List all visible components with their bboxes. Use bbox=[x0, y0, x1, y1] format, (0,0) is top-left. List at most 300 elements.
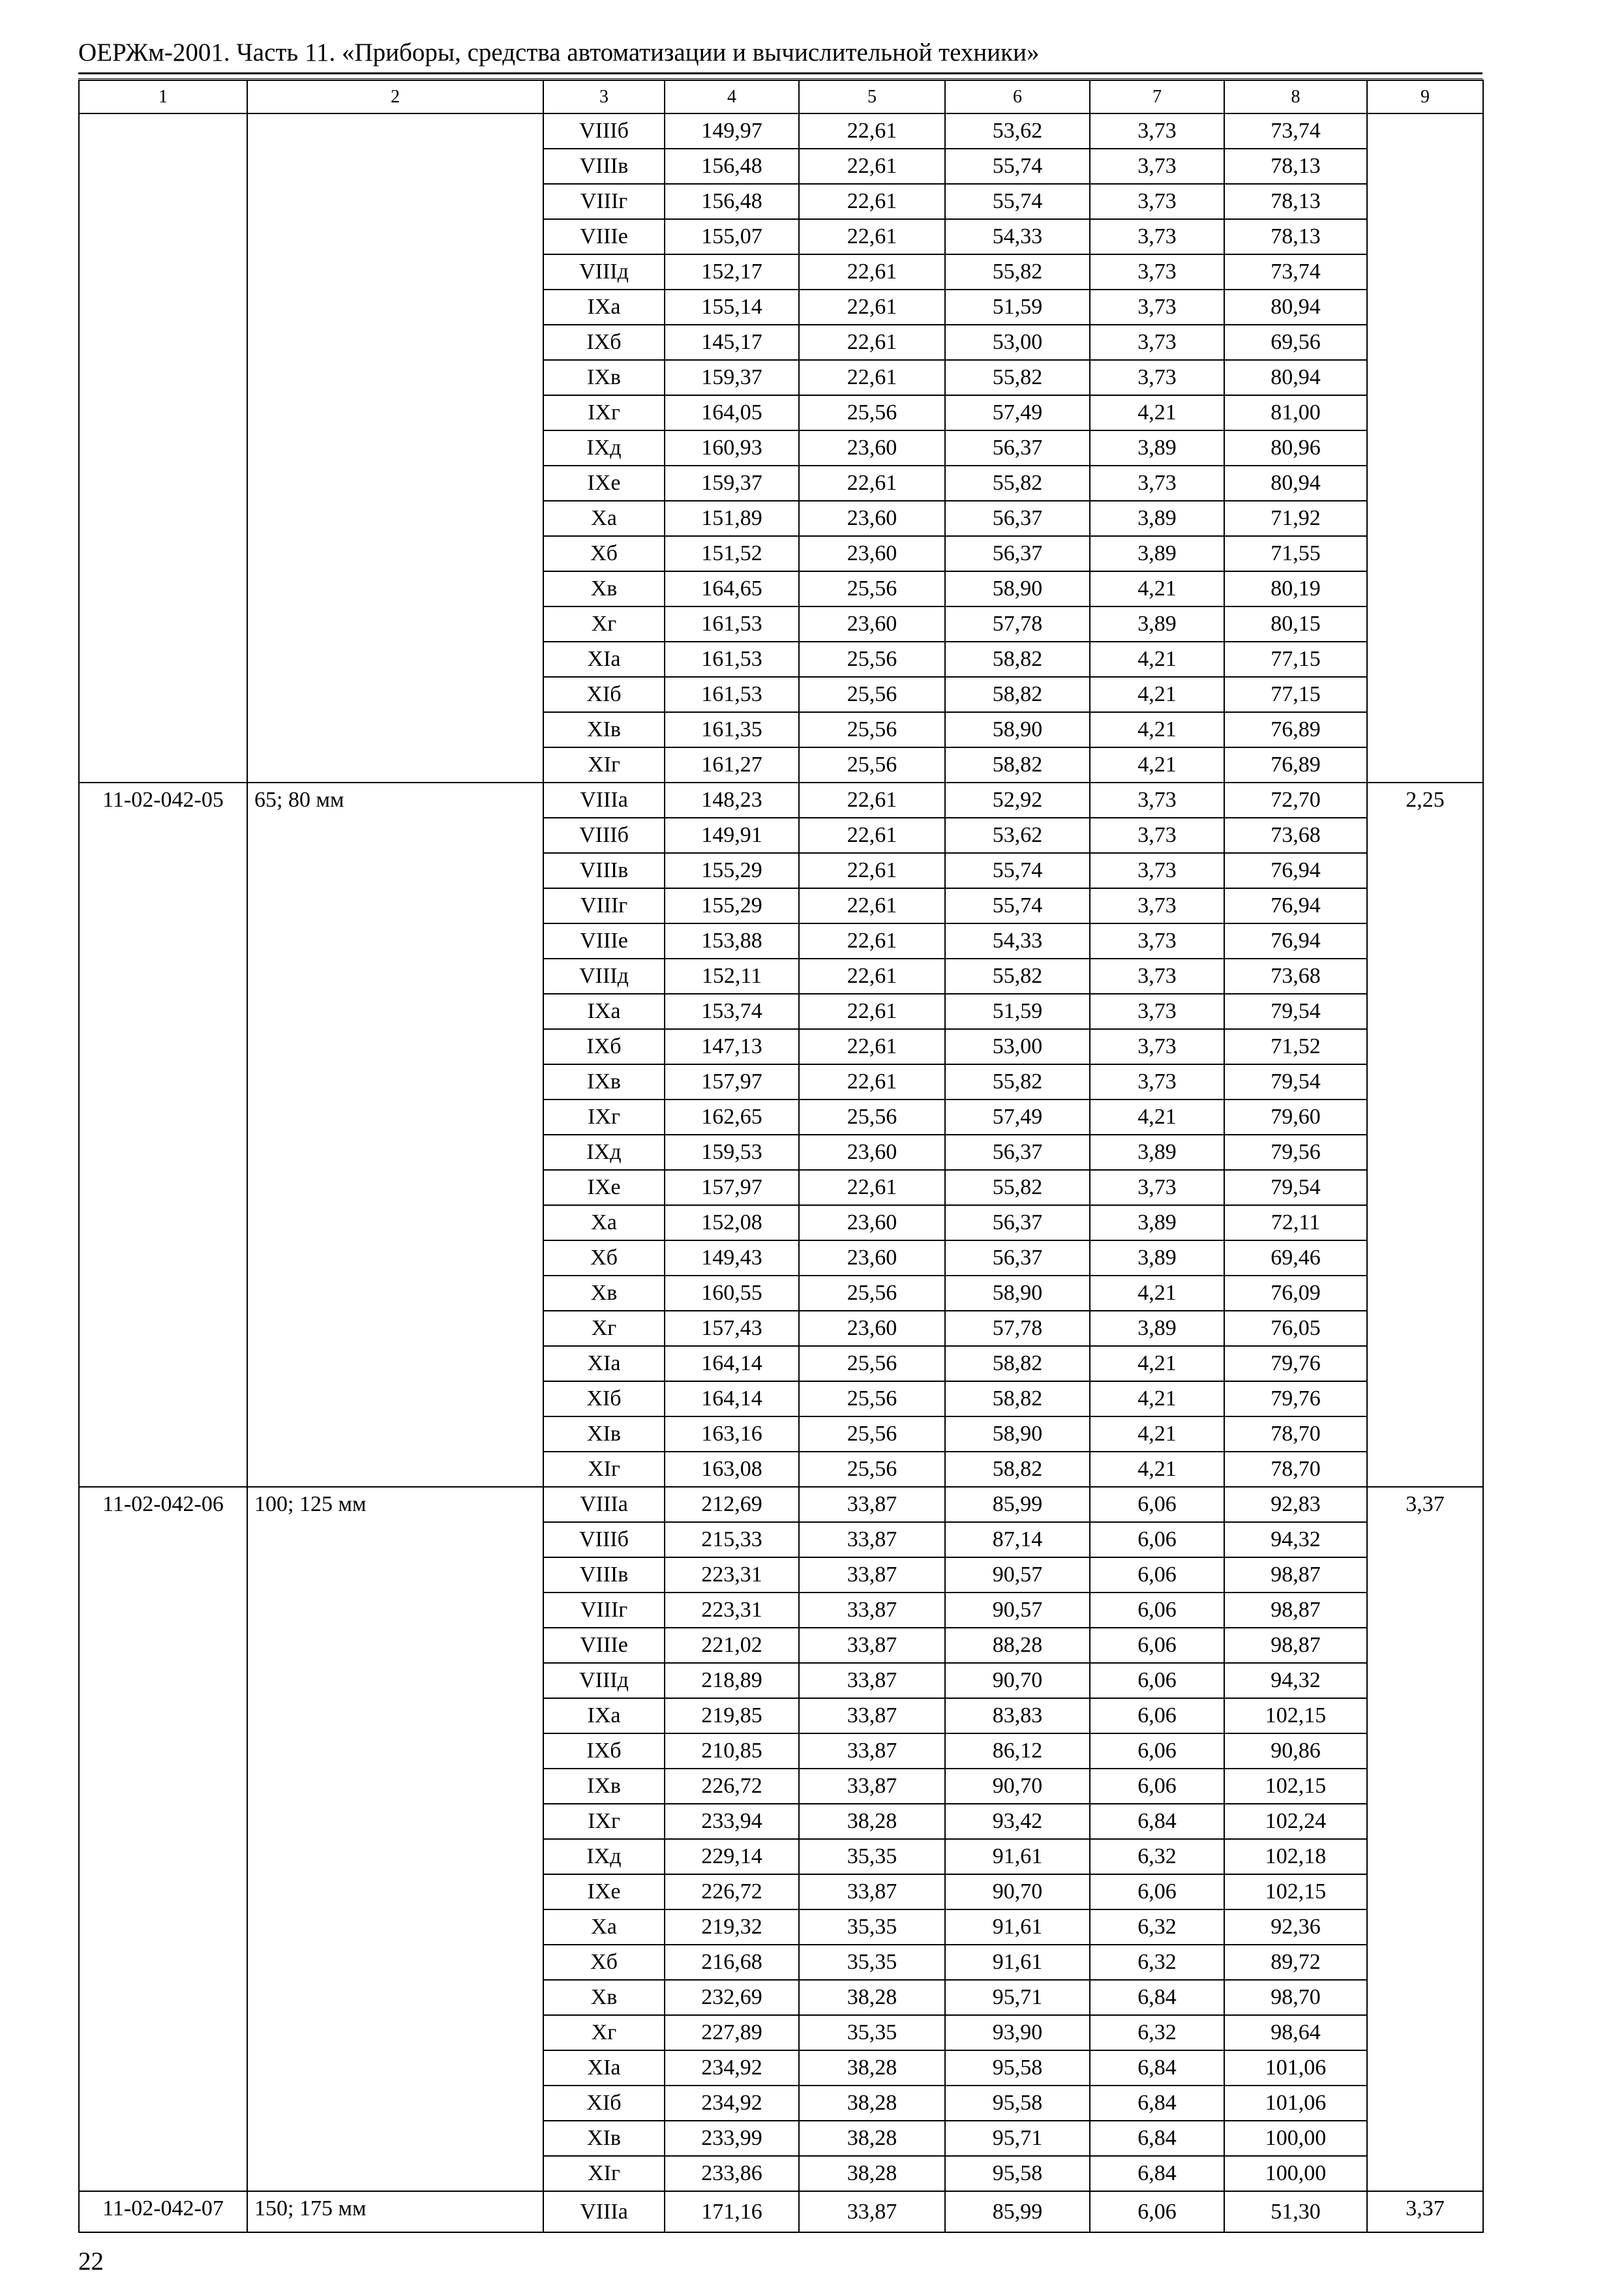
table-row bbox=[79, 1487, 1483, 1522]
value-col7: 4,21 bbox=[1090, 1452, 1224, 1487]
value-col8: 76,89 bbox=[1224, 747, 1367, 783]
value-col8: 81,00 bbox=[1224, 395, 1367, 430]
value-col7: 6,06 bbox=[1090, 1628, 1224, 1663]
value-col8: 101,06 bbox=[1224, 2086, 1367, 2121]
value-col8: 80,94 bbox=[1224, 290, 1367, 325]
value-col8: 71,55 bbox=[1224, 536, 1367, 571]
value-col4: 145,17 bbox=[665, 325, 799, 360]
value-col6: 90,70 bbox=[945, 1663, 1090, 1698]
value-col4: 218,89 bbox=[665, 1663, 799, 1698]
value-col8: 100,00 bbox=[1224, 2156, 1367, 2191]
value-col6: 51,59 bbox=[945, 994, 1090, 1029]
value-col5: 25,56 bbox=[799, 571, 945, 606]
column-header: 6 bbox=[945, 80, 1090, 113]
rates-table bbox=[78, 80, 1484, 2233]
value-col6: 52,92 bbox=[945, 783, 1090, 818]
value-col7: 3,73 bbox=[1090, 466, 1224, 501]
value-col6: 90,57 bbox=[945, 1557, 1090, 1593]
value-col4: 159,53 bbox=[665, 1135, 799, 1170]
column-header: 9 bbox=[1367, 80, 1483, 113]
value-col8: 89,72 bbox=[1224, 1945, 1367, 1980]
value-col8: 92,83 bbox=[1224, 1487, 1367, 1522]
zone-cell: IXа bbox=[543, 994, 665, 1029]
value-col8: 78,13 bbox=[1224, 184, 1367, 219]
value-col6: 95,71 bbox=[945, 1980, 1090, 2015]
value-col5: 38,28 bbox=[799, 2086, 945, 2121]
value-col4: 219,32 bbox=[665, 1909, 799, 1945]
value-col7: 3,73 bbox=[1090, 149, 1224, 184]
value-col4: 234,92 bbox=[665, 2086, 799, 2121]
header-rule bbox=[78, 72, 1482, 74]
value-col4: 159,37 bbox=[665, 466, 799, 501]
value-col6: 95,58 bbox=[945, 2086, 1090, 2121]
value-col6: 53,00 bbox=[945, 1029, 1090, 1064]
zone-cell: IXа bbox=[543, 290, 665, 325]
zone-cell: VIIIв bbox=[543, 853, 665, 888]
zone-cell: XIв bbox=[543, 2121, 665, 2156]
table-body bbox=[79, 113, 1483, 2232]
value-col8: 98,87 bbox=[1224, 1593, 1367, 1628]
value-col7: 4,21 bbox=[1090, 642, 1224, 677]
zone-cell: VIIIе bbox=[543, 923, 665, 959]
value-col4: 155,07 bbox=[665, 219, 799, 254]
value-col6: 58,82 bbox=[945, 677, 1090, 712]
rate-code-cell: 11-02-042-06 bbox=[79, 1487, 247, 2191]
value-col5: 33,87 bbox=[799, 1874, 945, 1909]
zone-cell: VIIIг bbox=[543, 1593, 665, 1628]
zone-cell: IXв bbox=[543, 1064, 665, 1100]
value-col4: 164,14 bbox=[665, 1346, 799, 1381]
value-col7: 3,73 bbox=[1090, 360, 1224, 395]
zone-cell: Xв bbox=[543, 571, 665, 606]
value-col4: 215,33 bbox=[665, 1522, 799, 1557]
value-col6: 58,82 bbox=[945, 1452, 1090, 1487]
value-col5: 22,61 bbox=[799, 783, 945, 818]
value-col7: 3,73 bbox=[1090, 1029, 1224, 1064]
value-col7: 3,89 bbox=[1090, 430, 1224, 466]
value-col4: 157,97 bbox=[665, 1064, 799, 1100]
value-col7: 3,89 bbox=[1090, 501, 1224, 536]
value-col8: 76,05 bbox=[1224, 1311, 1367, 1346]
value-col6: 95,58 bbox=[945, 2156, 1090, 2191]
value-col5: 25,56 bbox=[799, 1276, 945, 1311]
column-header: 2 bbox=[247, 80, 543, 113]
value-col8: 77,15 bbox=[1224, 677, 1367, 712]
value-col7: 4,21 bbox=[1090, 712, 1224, 747]
value-col6: 83,83 bbox=[945, 1698, 1090, 1733]
value-col8: 73,74 bbox=[1224, 113, 1367, 149]
zone-cell: Xб bbox=[543, 1945, 665, 1980]
value-col8: 76,94 bbox=[1224, 888, 1367, 923]
rate-code-cell: 11-02-042-05 bbox=[79, 783, 247, 1487]
value-col6: 57,78 bbox=[945, 606, 1090, 642]
labor-rate-cell: 3,37 bbox=[1367, 1487, 1483, 2191]
value-col4: 212,69 bbox=[665, 1487, 799, 1522]
zone-cell: VIIIд bbox=[543, 959, 665, 994]
value-col4: 148,23 bbox=[665, 783, 799, 818]
value-col4: 153,74 bbox=[665, 994, 799, 1029]
zone-cell: XIг bbox=[543, 747, 665, 783]
value-col5: 35,35 bbox=[799, 1909, 945, 1945]
value-col8: 78,70 bbox=[1224, 1452, 1367, 1487]
zone-cell: Xа bbox=[543, 1205, 665, 1240]
value-col7: 3,73 bbox=[1090, 994, 1224, 1029]
value-col4: 155,29 bbox=[665, 888, 799, 923]
value-col5: 25,56 bbox=[799, 747, 945, 783]
zone-cell: XIб bbox=[543, 1381, 665, 1416]
value-col5: 38,28 bbox=[799, 2050, 945, 2086]
rate-code-cell: 11-02-042-07 bbox=[79, 2191, 247, 2232]
value-col7: 4,21 bbox=[1090, 1100, 1224, 1135]
value-col4: 160,93 bbox=[665, 430, 799, 466]
value-col5: 22,61 bbox=[799, 325, 945, 360]
value-col8: 102,15 bbox=[1224, 1874, 1367, 1909]
value-col6: 53,00 bbox=[945, 325, 1090, 360]
value-col8: 76,94 bbox=[1224, 853, 1367, 888]
value-col5: 22,61 bbox=[799, 923, 945, 959]
value-col6: 91,61 bbox=[945, 1945, 1090, 1980]
page-number: 22 bbox=[78, 2247, 104, 2275]
value-col6: 55,82 bbox=[945, 360, 1090, 395]
zone-cell: IXе bbox=[543, 1170, 665, 1205]
value-col7: 4,21 bbox=[1090, 1381, 1224, 1416]
zone-cell: IXб bbox=[543, 1029, 665, 1064]
value-col7: 6,06 bbox=[1090, 2191, 1224, 2232]
value-col6: 56,37 bbox=[945, 536, 1090, 571]
zone-cell: Xа bbox=[543, 1909, 665, 1945]
value-col7: 4,21 bbox=[1090, 571, 1224, 606]
value-col5: 38,28 bbox=[799, 2156, 945, 2191]
zone-cell: XIа bbox=[543, 642, 665, 677]
value-col4: 152,11 bbox=[665, 959, 799, 994]
value-col8: 78,13 bbox=[1224, 219, 1367, 254]
value-col6: 56,37 bbox=[945, 1205, 1090, 1240]
labor-rate-cell bbox=[1367, 113, 1483, 783]
value-col6: 85,99 bbox=[945, 2191, 1090, 2232]
value-col5: 22,61 bbox=[799, 1170, 945, 1205]
value-col8: 90,86 bbox=[1224, 1733, 1367, 1769]
value-col5: 22,61 bbox=[799, 466, 945, 501]
value-col6: 56,37 bbox=[945, 1135, 1090, 1170]
value-col4: 149,97 bbox=[665, 113, 799, 149]
value-col8: 80,94 bbox=[1224, 466, 1367, 501]
column-header: 5 bbox=[799, 80, 945, 113]
rate-description-cell: 65; 80 мм bbox=[247, 783, 543, 1487]
value-col8: 98,64 bbox=[1224, 2015, 1367, 2050]
value-col6: 58,90 bbox=[945, 571, 1090, 606]
value-col8: 79,54 bbox=[1224, 994, 1367, 1029]
value-col8: 98,87 bbox=[1224, 1557, 1367, 1593]
value-col6: 90,70 bbox=[945, 1769, 1090, 1804]
value-col5: 33,87 bbox=[799, 1733, 945, 1769]
zone-cell: VIIIд bbox=[543, 254, 665, 290]
column-header: 7 bbox=[1090, 80, 1224, 113]
value-col5: 38,28 bbox=[799, 2121, 945, 2156]
value-col5: 23,60 bbox=[799, 536, 945, 571]
header-rule-thin bbox=[78, 78, 1482, 79]
value-col7: 3,73 bbox=[1090, 254, 1224, 290]
value-col7: 6,32 bbox=[1090, 1945, 1224, 1980]
value-col7: 6,84 bbox=[1090, 2121, 1224, 2156]
value-col4: 161,27 bbox=[665, 747, 799, 783]
value-col7: 3,73 bbox=[1090, 783, 1224, 818]
value-col4: 234,92 bbox=[665, 2050, 799, 2086]
zone-cell: VIIIе bbox=[543, 219, 665, 254]
value-col7: 3,73 bbox=[1090, 325, 1224, 360]
value-col8: 102,15 bbox=[1224, 1698, 1367, 1733]
table-row bbox=[79, 783, 1483, 818]
column-header: 4 bbox=[665, 80, 799, 113]
zone-cell: IXв bbox=[543, 1769, 665, 1804]
value-col5: 23,60 bbox=[799, 1240, 945, 1276]
value-col7: 6,32 bbox=[1090, 2015, 1224, 2050]
zone-cell: Xа bbox=[543, 501, 665, 536]
zone-cell: VIIIв bbox=[543, 1557, 665, 1593]
value-col7: 6,84 bbox=[1090, 2086, 1224, 2121]
value-col5: 38,28 bbox=[799, 1804, 945, 1839]
value-col7: 3,73 bbox=[1090, 219, 1224, 254]
value-col5: 33,87 bbox=[799, 1487, 945, 1522]
zone-cell: Xг bbox=[543, 2015, 665, 2050]
value-col8: 79,76 bbox=[1224, 1346, 1367, 1381]
value-col8: 73,68 bbox=[1224, 959, 1367, 994]
value-col5: 22,61 bbox=[799, 1029, 945, 1064]
value-col7: 6,84 bbox=[1090, 1980, 1224, 2015]
zone-cell: IXг bbox=[543, 1804, 665, 1839]
value-col5: 33,87 bbox=[799, 1628, 945, 1663]
value-col8: 77,15 bbox=[1224, 642, 1367, 677]
zone-cell: VIIIв bbox=[543, 149, 665, 184]
rate-description-cell: 100; 125 мм bbox=[247, 1487, 543, 2191]
value-col5: 25,56 bbox=[799, 395, 945, 430]
value-col4: 149,91 bbox=[665, 818, 799, 853]
zone-cell: IXе bbox=[543, 1874, 665, 1909]
value-col8: 102,24 bbox=[1224, 1804, 1367, 1839]
value-col4: 226,72 bbox=[665, 1769, 799, 1804]
zone-cell: Xг bbox=[543, 606, 665, 642]
value-col7: 3,73 bbox=[1090, 290, 1224, 325]
value-col4: 155,29 bbox=[665, 853, 799, 888]
value-col8: 98,70 bbox=[1224, 1980, 1367, 2015]
value-col8: 76,89 bbox=[1224, 712, 1367, 747]
value-col5: 33,87 bbox=[799, 2191, 945, 2232]
value-col4: 216,68 bbox=[665, 1945, 799, 1980]
value-col6: 53,62 bbox=[945, 113, 1090, 149]
value-col7: 6,84 bbox=[1090, 1804, 1224, 1839]
value-col6: 95,58 bbox=[945, 2050, 1090, 2086]
value-col8: 94,32 bbox=[1224, 1663, 1367, 1698]
value-col6: 87,14 bbox=[945, 1522, 1090, 1557]
value-col7: 6,06 bbox=[1090, 1522, 1224, 1557]
value-col7: 3,73 bbox=[1090, 888, 1224, 923]
value-col4: 157,97 bbox=[665, 1170, 799, 1205]
value-col5: 22,61 bbox=[799, 113, 945, 149]
value-col5: 25,56 bbox=[799, 1100, 945, 1135]
value-col6: 93,90 bbox=[945, 2015, 1090, 2050]
value-col7: 3,73 bbox=[1090, 1064, 1224, 1100]
value-col5: 33,87 bbox=[799, 1557, 945, 1593]
value-col8: 69,56 bbox=[1224, 325, 1367, 360]
value-col4: 151,52 bbox=[665, 536, 799, 571]
value-col5: 25,56 bbox=[799, 1416, 945, 1452]
zone-cell: VIIIг bbox=[543, 888, 665, 923]
value-col8: 69,46 bbox=[1224, 1240, 1367, 1276]
value-col7: 6,06 bbox=[1090, 1698, 1224, 1733]
zone-cell: VIIIа bbox=[543, 1487, 665, 1522]
column-header: 1 bbox=[79, 80, 247, 113]
value-col4: 221,02 bbox=[665, 1628, 799, 1663]
value-col6: 55,74 bbox=[945, 888, 1090, 923]
rate-description-cell: 150; 175 мм bbox=[247, 2191, 543, 2232]
value-col6: 56,37 bbox=[945, 1240, 1090, 1276]
zone-cell: VIIIб bbox=[543, 113, 665, 149]
zone-cell: IXд bbox=[543, 1839, 665, 1874]
table-row bbox=[79, 2191, 1483, 2232]
value-col4: 232,69 bbox=[665, 1980, 799, 2015]
value-col4: 159,37 bbox=[665, 360, 799, 395]
value-col7: 6,06 bbox=[1090, 1874, 1224, 1909]
value-col6: 91,61 bbox=[945, 1909, 1090, 1945]
value-col4: 162,65 bbox=[665, 1100, 799, 1135]
value-col8: 79,60 bbox=[1224, 1100, 1367, 1135]
value-col7: 3,73 bbox=[1090, 853, 1224, 888]
value-col5: 25,56 bbox=[799, 712, 945, 747]
value-col5: 23,60 bbox=[799, 430, 945, 466]
value-col8: 79,56 bbox=[1224, 1135, 1367, 1170]
value-col5: 22,61 bbox=[799, 959, 945, 994]
value-col7: 6,32 bbox=[1090, 1839, 1224, 1874]
value-col5: 22,61 bbox=[799, 184, 945, 219]
value-col8: 73,74 bbox=[1224, 254, 1367, 290]
value-col8: 80,15 bbox=[1224, 606, 1367, 642]
value-col7: 3,89 bbox=[1090, 1311, 1224, 1346]
value-col6: 90,57 bbox=[945, 1593, 1090, 1628]
value-col6: 58,90 bbox=[945, 712, 1090, 747]
value-col4: 171,16 bbox=[665, 2191, 799, 2232]
zone-cell: XIг bbox=[543, 2156, 665, 2191]
value-col5: 33,87 bbox=[799, 1663, 945, 1698]
value-col5: 23,60 bbox=[799, 1135, 945, 1170]
value-col7: 6,06 bbox=[1090, 1663, 1224, 1698]
zone-cell: XIа bbox=[543, 2050, 665, 2086]
value-col7: 3,73 bbox=[1090, 959, 1224, 994]
zone-cell: IXд bbox=[543, 430, 665, 466]
value-col5: 25,56 bbox=[799, 1452, 945, 1487]
value-col4: 161,35 bbox=[665, 712, 799, 747]
table-row bbox=[79, 113, 1483, 149]
value-col6: 58,82 bbox=[945, 642, 1090, 677]
value-col7: 3,73 bbox=[1090, 923, 1224, 959]
value-col5: 22,61 bbox=[799, 290, 945, 325]
value-col8: 92,36 bbox=[1224, 1909, 1367, 1945]
zone-cell: XIв bbox=[543, 1416, 665, 1452]
value-col5: 22,61 bbox=[799, 149, 945, 184]
value-col8: 101,06 bbox=[1224, 2050, 1367, 2086]
value-col4: 157,43 bbox=[665, 1311, 799, 1346]
value-col7: 6,84 bbox=[1090, 2156, 1224, 2191]
rate-code-cell bbox=[79, 113, 247, 783]
zone-cell: XIа bbox=[543, 1346, 665, 1381]
value-col8: 79,76 bbox=[1224, 1381, 1367, 1416]
value-col4: 223,31 bbox=[665, 1557, 799, 1593]
value-col5: 22,61 bbox=[799, 254, 945, 290]
value-col4: 153,88 bbox=[665, 923, 799, 959]
value-col6: 55,74 bbox=[945, 149, 1090, 184]
value-col8: 94,32 bbox=[1224, 1522, 1367, 1557]
zone-cell: IXг bbox=[543, 1100, 665, 1135]
value-col6: 93,42 bbox=[945, 1804, 1090, 1839]
value-col4: 160,55 bbox=[665, 1276, 799, 1311]
value-col7: 6,32 bbox=[1090, 1909, 1224, 1945]
zone-cell: IXе bbox=[543, 466, 665, 501]
value-col7: 3,89 bbox=[1090, 606, 1224, 642]
zone-cell: IXв bbox=[543, 360, 665, 395]
value-col8: 102,18 bbox=[1224, 1839, 1367, 1874]
value-col6: 86,12 bbox=[945, 1733, 1090, 1769]
zone-cell: VIIIе bbox=[543, 1628, 665, 1663]
zone-cell: IXб bbox=[543, 325, 665, 360]
value-col7: 3,73 bbox=[1090, 818, 1224, 853]
value-col4: 164,05 bbox=[665, 395, 799, 430]
zone-cell: VIIIб bbox=[543, 1522, 665, 1557]
value-col6: 58,90 bbox=[945, 1416, 1090, 1452]
value-col4: 152,08 bbox=[665, 1205, 799, 1240]
value-col8: 79,54 bbox=[1224, 1064, 1367, 1100]
value-col8: 71,92 bbox=[1224, 501, 1367, 536]
value-col4: 223,31 bbox=[665, 1593, 799, 1628]
value-col6: 90,70 bbox=[945, 1874, 1090, 1909]
value-col8: 72,70 bbox=[1224, 783, 1367, 818]
value-col7: 6,84 bbox=[1090, 2050, 1224, 2086]
value-col6: 58,82 bbox=[945, 1346, 1090, 1381]
value-col4: 161,53 bbox=[665, 606, 799, 642]
value-col8: 98,87 bbox=[1224, 1628, 1367, 1663]
value-col6: 54,33 bbox=[945, 923, 1090, 959]
value-col4: 149,43 bbox=[665, 1240, 799, 1276]
value-col6: 57,49 bbox=[945, 1100, 1090, 1135]
value-col7: 6,06 bbox=[1090, 1593, 1224, 1628]
value-col6: 54,33 bbox=[945, 219, 1090, 254]
value-col4: 229,14 bbox=[665, 1839, 799, 1874]
zone-cell: VIIIа bbox=[543, 783, 665, 818]
value-col8: 51,30 bbox=[1224, 2191, 1367, 2232]
value-col8: 79,54 bbox=[1224, 1170, 1367, 1205]
value-col6: 88,28 bbox=[945, 1628, 1090, 1663]
zone-cell: VIIIа bbox=[543, 2191, 665, 2232]
value-col4: 147,13 bbox=[665, 1029, 799, 1064]
value-col7: 4,21 bbox=[1090, 677, 1224, 712]
value-col4: 163,08 bbox=[665, 1452, 799, 1487]
value-col8: 71,52 bbox=[1224, 1029, 1367, 1064]
value-col8: 80,96 bbox=[1224, 430, 1367, 466]
value-col6: 53,62 bbox=[945, 818, 1090, 853]
zone-cell: XIб bbox=[543, 2086, 665, 2121]
value-col6: 56,37 bbox=[945, 501, 1090, 536]
value-col7: 4,21 bbox=[1090, 1416, 1224, 1452]
value-col7: 6,06 bbox=[1090, 1733, 1224, 1769]
zone-cell: IXа bbox=[543, 1698, 665, 1733]
value-col7: 6,06 bbox=[1090, 1557, 1224, 1593]
value-col6: 57,49 bbox=[945, 395, 1090, 430]
value-col8: 102,15 bbox=[1224, 1769, 1367, 1804]
zone-cell: XIг bbox=[543, 1452, 665, 1487]
value-col5: 25,56 bbox=[799, 1381, 945, 1416]
value-col5: 23,60 bbox=[799, 1311, 945, 1346]
value-col6: 57,78 bbox=[945, 1311, 1090, 1346]
value-col4: 227,89 bbox=[665, 2015, 799, 2050]
value-col4: 152,17 bbox=[665, 254, 799, 290]
value-col5: 22,61 bbox=[799, 853, 945, 888]
